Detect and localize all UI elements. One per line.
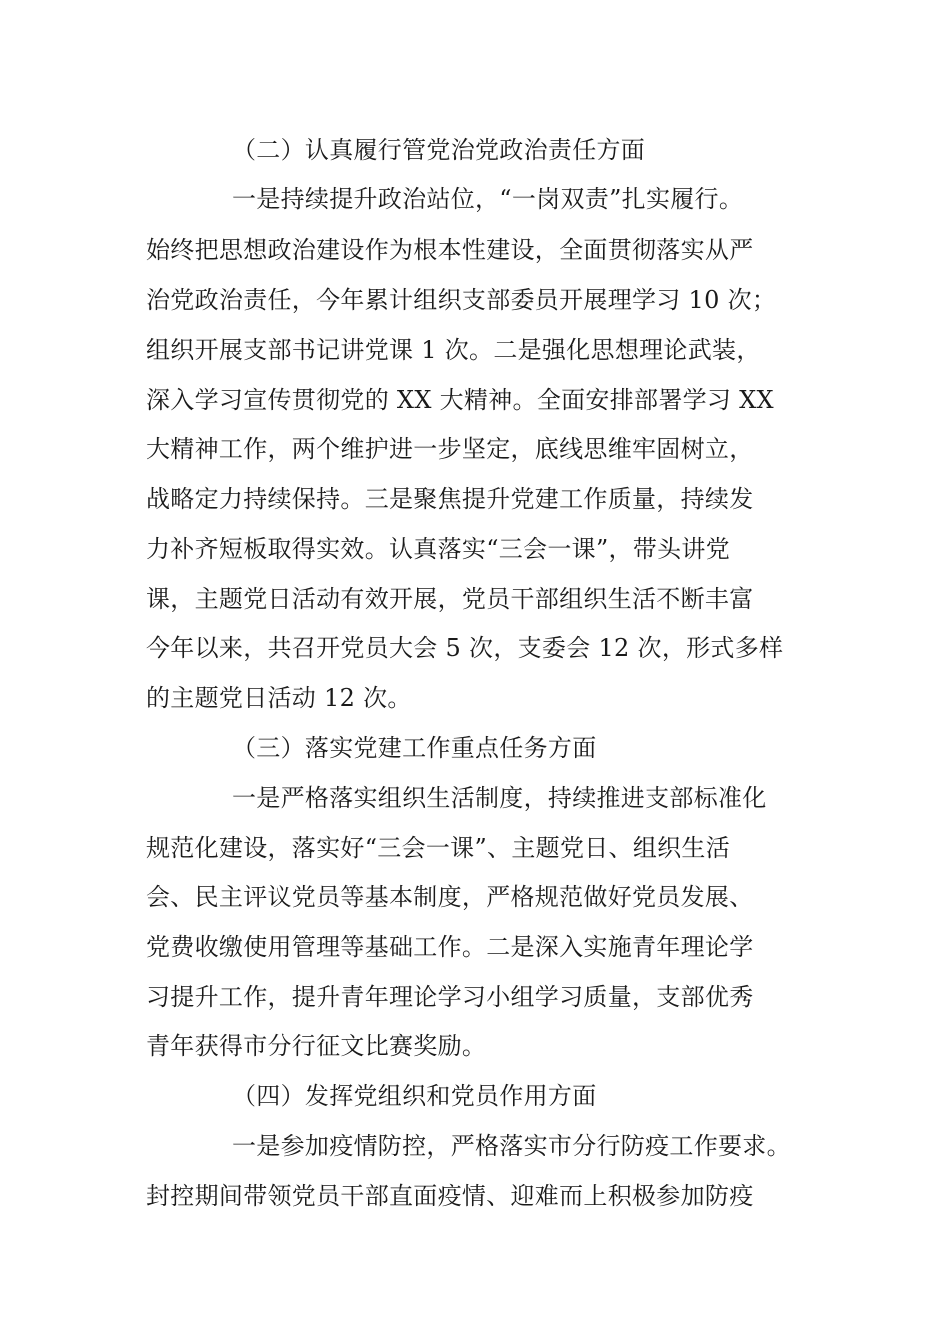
section-heading-3: （三）落实党建工作重点任务方面 — [232, 734, 597, 762]
paragraph-line: 深入学习宣传贯彻党的 XX 大精神。全面安排部署学习 XX — [146, 386, 774, 414]
paragraph-line: 大精神工作，两个维护进一步坚定，底线思维牢固树立， — [146, 435, 754, 463]
paragraph-line: 习提升工作，提升青年理论学习小组学习质量，支部优秀 — [146, 983, 754, 1011]
paragraph-line: 始终把思想政治建设作为根本性建设，全面贯彻落实从严 — [146, 236, 754, 264]
paragraph-line: 战略定力持续保持。三是聚焦提升党建工作质量，持续发 — [146, 485, 754, 513]
paragraph-line: 今年以来，共召开党员大会 5 次，支委会 12 次，形式多样 — [146, 634, 784, 662]
paragraph-line: 治党政治责任，今年累计组织支部委员开展理学习 10 次； — [146, 286, 777, 314]
paragraph-line: 一是持续提升政治站位，“一岗双责”扎实履行。 — [232, 185, 744, 213]
paragraph-line: 封控期间带领党员干部直面疫情、迎难而上积极参加防疫 — [146, 1182, 754, 1210]
paragraph-line: 会、民主评议党员等基本制度，严格规范做好党员发展、 — [146, 883, 754, 911]
paragraph-line: 一是严格落实组织生活制度，持续推进支部标准化 — [232, 784, 767, 812]
section-heading-4: （四）发挥党组织和党员作用方面 — [232, 1082, 597, 1110]
paragraph-line: 规范化建设，落实好“三会一课”、主题党日、组织生活 — [146, 834, 731, 862]
paragraph-line: 力补齐短板取得实效。认真落实“三会一课”，带头讲党 — [146, 535, 731, 563]
paragraph-line: 党费收缴使用管理等基础工作。二是深入实施青年理论学 — [146, 933, 754, 961]
paragraph-line: 课，主题党日活动有效开展，党员干部组织生活不断丰富 — [146, 585, 754, 613]
paragraph-line: 一是参加疫情防控，严格落实市分行防疫工作要求。 — [232, 1132, 791, 1160]
paragraph-line: 组织开展支部书记讲党课 1 次。二是强化思想理论武装， — [146, 336, 761, 364]
paragraph-line: 青年获得市分行征文比赛奖励。 — [146, 1032, 487, 1060]
section-heading-2: （二）认真履行管党治党政治责任方面 — [232, 136, 646, 164]
paragraph-line: 的主题党日活动 12 次。 — [146, 684, 412, 712]
